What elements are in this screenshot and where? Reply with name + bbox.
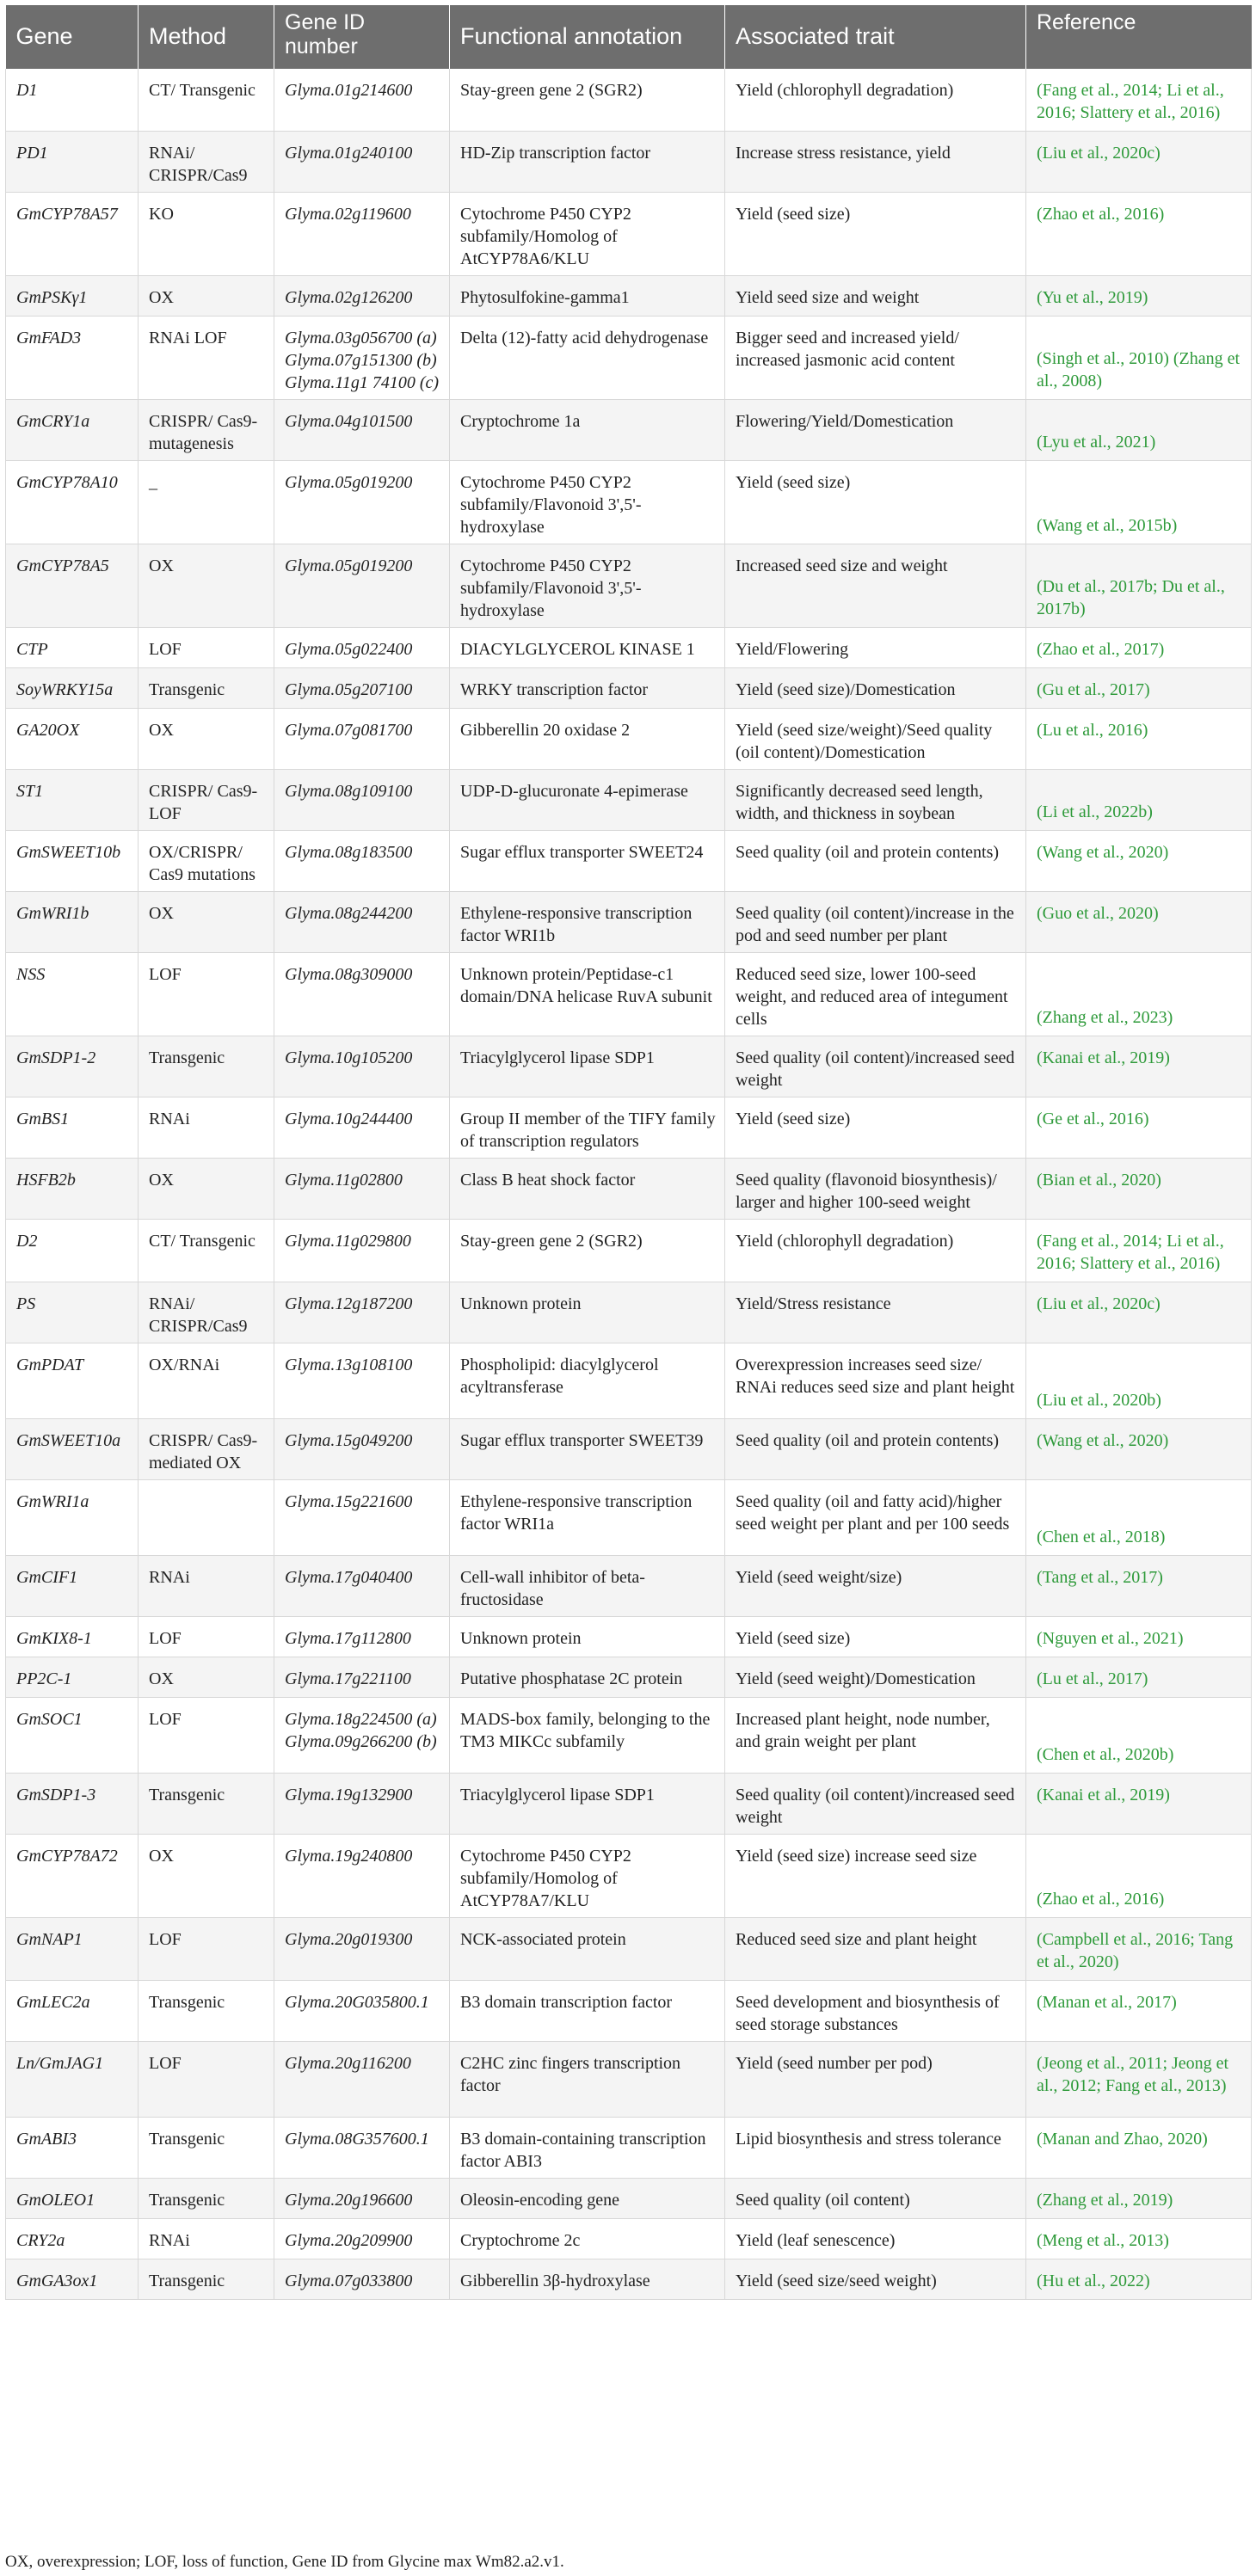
associated-trait-cell: Seed quality (oil content)/increased seed weight: [725, 1774, 1026, 1835]
gene-cell: GmCRY1a: [6, 400, 139, 461]
reference-cell[interactable]: (Li et al., 2022b): [1026, 770, 1252, 831]
header-gene-id: Gene ID number: [274, 5, 450, 69]
table-row: [6, 2118, 1252, 2179]
reference-cell[interactable]: (Meng et al., 2013): [1026, 2219, 1252, 2259]
reference-cell[interactable]: (Fang et al., 2014; Li et al., 2016; Slattery et al., 2016): [1026, 69, 1252, 132]
associated-trait-cell: Flowering/Yield/Domestication: [725, 400, 1026, 461]
gene-id-cell: Glyma.08g109100: [274, 770, 450, 831]
functional-annotation-cell: Triacylglycerol lipase SDP1: [450, 1036, 725, 1097]
gene-cell: Ln/GmJAG1: [6, 2042, 139, 2118]
gene-id-cell: Glyma.19g132900: [274, 1774, 450, 1835]
header-method: Method: [139, 5, 274, 69]
functional-annotation-cell: Unknown protein: [450, 1617, 725, 1657]
table-row: [6, 317, 1252, 400]
method-cell: RNAi: [139, 1556, 274, 1617]
table-row: [6, 2179, 1252, 2219]
gene-cell: GmSWEET10b: [6, 831, 139, 892]
gene-cell: ST1: [6, 770, 139, 831]
reference-cell[interactable]: (Lu et al., 2016): [1026, 709, 1252, 770]
associated-trait-cell: Yield (seed size/seed weight): [725, 2259, 1026, 2300]
gene-cell: GmFAD3: [6, 317, 139, 400]
table-row: [6, 892, 1252, 953]
functional-annotation-cell: Cryptochrome 1a: [450, 400, 725, 461]
table-row: [6, 668, 1252, 709]
method-cell: Transgenic: [139, 668, 274, 709]
associated-trait-cell: Lipid biosynthesis and stress tolerance: [725, 2118, 1026, 2179]
functional-annotation-cell: C2HC zinc fingers transcription factor: [450, 2042, 725, 2118]
associated-trait-cell: Yield (seed size): [725, 1097, 1026, 1159]
table-row: [6, 1282, 1252, 1343]
gene-id-cell: Glyma.01g240100: [274, 132, 450, 193]
associated-trait-cell: Yield (seed weight/size): [725, 1556, 1026, 1617]
method-cell: LOF: [139, 1698, 274, 1774]
functional-annotation-cell: NCK-associated protein: [450, 1918, 725, 1981]
functional-annotation-cell: DIACYLGLYCEROL KINASE 1: [450, 628, 725, 668]
gene-id-cell: Glyma.20G035800.1: [274, 1981, 450, 2042]
gene-id-cell: Glyma.08g183500: [274, 831, 450, 892]
gene-id-cell: Glyma.17g040400: [274, 1556, 450, 1617]
functional-annotation-cell: Ethylene-responsive transcription factor WRI1b: [450, 892, 725, 953]
method-cell: LOF: [139, 2042, 274, 2118]
associated-trait-cell: Increased plant height, node number, and grain weight per plant: [725, 1698, 1026, 1774]
functional-annotation-cell: Unknown protein: [450, 1282, 725, 1343]
table-row: [6, 1220, 1252, 1282]
reference-cell[interactable]: (Zhao et al., 2016): [1026, 1835, 1252, 1918]
header-associated-trait: Associated trait: [725, 5, 1026, 69]
method-cell: OX: [139, 276, 274, 317]
method-cell: OX: [139, 1159, 274, 1220]
functional-annotation-cell: Gibberellin 3β-hydroxylase: [450, 2259, 725, 2300]
gene-cell: NSS: [6, 953, 139, 1036]
gene-id-cell: Glyma.11g029800: [274, 1220, 450, 1282]
gene-cell: GmBS1: [6, 1097, 139, 1159]
table-row: [6, 1698, 1252, 1774]
gene-id-cell: Glyma.03g056700 (a) Glyma.07g151300 (b) Glyma.11g1 74100 (c): [274, 317, 450, 400]
table-row: [6, 2219, 1252, 2259]
functional-annotation-cell: Ethylene-responsive transcription factor WRI1a: [450, 1480, 725, 1556]
reference-cell[interactable]: (Kanai et al., 2019): [1026, 1036, 1252, 1097]
method-cell: OX: [139, 544, 274, 628]
table-header-row: [6, 5, 1252, 69]
table-row: [6, 1617, 1252, 1657]
reference-cell[interactable]: (Fang et al., 2014; Li et al., 2016; Slattery et al., 2016): [1026, 1220, 1252, 1282]
reference-cell[interactable]: (Hu et al., 2022): [1026, 2259, 1252, 2300]
table-row: [6, 1419, 1252, 1480]
functional-annotation-cell: B3 domain transcription factor: [450, 1981, 725, 2042]
method-cell: [139, 1480, 274, 1556]
table-row: [6, 544, 1252, 628]
associated-trait-cell: Yield/Stress resistance: [725, 1282, 1026, 1343]
associated-trait-cell: Significantly decreased seed length, width, and thickness in soybean: [725, 770, 1026, 831]
gene-id-cell: Glyma.05g207100: [274, 668, 450, 709]
table-row: [6, 132, 1252, 193]
functional-annotation-cell: Stay-green gene 2 (SGR2): [450, 1220, 725, 1282]
associated-trait-cell: Yield seed size and weight: [725, 276, 1026, 317]
gene-cell: GmPSKγ1: [6, 276, 139, 317]
associated-trait-cell: Yield (seed size): [725, 1617, 1026, 1657]
functional-annotation-cell: Phytosulfokine-gamma1: [450, 276, 725, 317]
gene-id-cell: Glyma.18g224500 (a) Glyma.09g266200 (b): [274, 1698, 450, 1774]
functional-annotation-cell: Cytochrome P450 CYP2 subfamily/Homolog of AtCYP78A7/KLU: [450, 1835, 725, 1918]
gene-id-cell: Glyma.10g105200: [274, 1036, 450, 1097]
associated-trait-cell: Seed quality (oil and protein contents): [725, 1419, 1026, 1480]
reference-cell[interactable]: (Bian et al., 2020): [1026, 1159, 1252, 1220]
gene-cell: GmNAP1: [6, 1918, 139, 1981]
gene-id-cell: Glyma.20g116200: [274, 2042, 450, 2118]
gene-cell: GmSDP1-2: [6, 1036, 139, 1097]
reference-cell[interactable]: (Guo et al., 2020): [1026, 892, 1252, 953]
functional-annotation-cell: UDP-D-glucuronate 4-epimerase: [450, 770, 725, 831]
associated-trait-cell: Seed quality (oil content)/increased seed weight: [725, 1036, 1026, 1097]
method-cell: Transgenic: [139, 1981, 274, 2042]
method-cell: Transgenic: [139, 2259, 274, 2300]
associated-trait-cell: Increase stress resistance, yield: [725, 132, 1026, 193]
reference-cell[interactable]: (Manan et al., 2017): [1026, 1981, 1252, 2042]
reference-cell[interactable]: (Jeong et al., 2011; Jeong et al., 2012; Fang et al., 2013): [1026, 2042, 1252, 2118]
method-cell: OX: [139, 1657, 274, 1698]
gene-id-cell: Glyma.15g049200: [274, 1419, 450, 1480]
gene-cell: GmKIX8-1: [6, 1617, 139, 1657]
gene-cell: SoyWRKY15a: [6, 668, 139, 709]
functional-annotation-cell: Cell-wall inhibitor of beta-fructosidase: [450, 1556, 725, 1617]
gene-id-cell: Glyma.05g019200: [274, 544, 450, 628]
reference-cell[interactable]: (Chen et al., 2018): [1026, 1480, 1252, 1556]
functional-annotation-cell: Putative phosphatase 2C protein: [450, 1657, 725, 1698]
method-cell: LOF: [139, 1918, 274, 1981]
reference-cell[interactable]: (Nguyen et al., 2021): [1026, 1617, 1252, 1657]
functional-annotation-cell: B3 domain-containing transcription factor ABI3: [450, 2118, 725, 2179]
method-cell: CT/ Transgenic: [139, 69, 274, 132]
gene-id-cell: Glyma.13g108100: [274, 1343, 450, 1419]
reference-cell[interactable]: (Ge et al., 2016): [1026, 1097, 1252, 1159]
gene-id-cell: Glyma.02g119600: [274, 193, 450, 276]
method-cell: CRISPR/ Cas9-mediated OX: [139, 1419, 274, 1480]
associated-trait-cell: Yield (chlorophyll degradation): [725, 1220, 1026, 1282]
associated-trait-cell: Overexpression increases seed size/ RNAi reduces seed size and plant height: [725, 1343, 1026, 1419]
table-row: [6, 2259, 1252, 2300]
gene-id-cell: Glyma.05g022400: [274, 628, 450, 668]
gene-id-cell: Glyma.02g126200: [274, 276, 450, 317]
table-row: [6, 2042, 1252, 2118]
method-cell: OX: [139, 892, 274, 953]
associated-trait-cell: Seed quality (oil and fatty acid)/higher seed weight per plant and per 100 seeds: [725, 1480, 1026, 1556]
method-cell: OX: [139, 1835, 274, 1918]
gene-id-cell: Glyma.08g309000: [274, 953, 450, 1036]
method-cell: Transgenic: [139, 2118, 274, 2179]
gene-cell: GmCYP78A57: [6, 193, 139, 276]
reference-cell[interactable]: (Du et al., 2017b; Du et al., 2017b): [1026, 544, 1252, 628]
reference-cell[interactable]: (Manan and Zhao, 2020): [1026, 2118, 1252, 2179]
table-row: [6, 69, 1252, 132]
associated-trait-cell: Seed quality (oil content): [725, 2179, 1026, 2219]
method-cell: RNAi/ CRISPR/Cas9: [139, 1282, 274, 1343]
associated-trait-cell: Yield (seed size): [725, 193, 1026, 276]
table-row: [6, 1918, 1252, 1981]
associated-trait-cell: Yield/Flowering: [725, 628, 1026, 668]
gene-id-cell: Glyma.04g101500: [274, 400, 450, 461]
gene-cell: GmWRI1a: [6, 1480, 139, 1556]
associated-trait-cell: Reduced seed size, lower 100-seed weight, and reduced area of integument cells: [725, 953, 1026, 1036]
gene-id-cell: Glyma.08g244200: [274, 892, 450, 953]
gene-cell: PD1: [6, 132, 139, 193]
gene-id-cell: Glyma.20g019300: [274, 1918, 450, 1981]
gene-cell: GmSWEET10a: [6, 1419, 139, 1480]
associated-trait-cell: Yield (seed size)/Domestication: [725, 668, 1026, 709]
gene-cell: GmCYP78A5: [6, 544, 139, 628]
reference-cell[interactable]: (Singh et al., 2010) (Zhang et al., 2008): [1026, 317, 1252, 400]
reference-cell[interactable]: (Gu et al., 2017): [1026, 668, 1252, 709]
reference-cell[interactable]: (Lyu et al., 2021): [1026, 400, 1252, 461]
gene-id-cell: Glyma.15g221600: [274, 1480, 450, 1556]
gene-cell: GmABI3: [6, 2118, 139, 2179]
reference-cell[interactable]: (Zhang et al., 2023): [1026, 953, 1252, 1036]
method-cell: KO: [139, 193, 274, 276]
method-cell: Transgenic: [139, 1036, 274, 1097]
gene-id-cell: Glyma.20g209900: [274, 2219, 450, 2259]
gene-id-cell: Glyma.07g033800: [274, 2259, 450, 2300]
gene-cell: GmSDP1-3: [6, 1774, 139, 1835]
associated-trait-cell: Seed quality (oil content)/increase in the pod and seed number per plant: [725, 892, 1026, 953]
gene-id-cell: Glyma.08G357600.1: [274, 2118, 450, 2179]
functional-annotation-cell: HD-Zip transcription factor: [450, 132, 725, 193]
functional-annotation-cell: Group II member of the TIFY family of transcription regulators: [450, 1097, 725, 1159]
table-row: [6, 628, 1252, 668]
reference-cell[interactable]: (Liu et al., 2020c): [1026, 1282, 1252, 1343]
reference-cell[interactable]: (Kanai et al., 2019): [1026, 1774, 1252, 1835]
table-row: [6, 276, 1252, 317]
gene-cell: GmOLEO1: [6, 2179, 139, 2219]
method-cell: OX: [139, 709, 274, 770]
reference-cell[interactable]: (Wang et al., 2020): [1026, 831, 1252, 892]
gene-id-cell: Glyma.20g196600: [274, 2179, 450, 2219]
table-row: [6, 1774, 1252, 1835]
reference-cell[interactable]: (Tang et al., 2017): [1026, 1556, 1252, 1617]
gene-id-cell: Glyma.05g019200: [274, 461, 450, 544]
method-cell: _: [139, 461, 274, 544]
associated-trait-cell: Yield (seed size) increase seed size: [725, 1835, 1026, 1918]
functional-annotation-cell: Sugar efflux transporter SWEET39: [450, 1419, 725, 1480]
method-cell: RNAi/ CRISPR/Cas9: [139, 132, 274, 193]
reference-cell[interactable]: (Liu et al., 2020c): [1026, 132, 1252, 193]
table-row: [6, 193, 1252, 276]
associated-trait-cell: Reduced seed size and plant height: [725, 1918, 1026, 1981]
method-cell: Transgenic: [139, 2179, 274, 2219]
gene-id-cell: Glyma.11g02800: [274, 1159, 450, 1220]
functional-annotation-cell: Cryptochrome 2c: [450, 2219, 725, 2259]
table-row: [6, 1556, 1252, 1617]
reference-cell[interactable]: (Wang et al., 2015b): [1026, 461, 1252, 544]
table-row: [6, 1097, 1252, 1159]
header-functional-annotation: Functional annotation: [450, 5, 725, 69]
gene-cell: D2: [6, 1220, 139, 1282]
gene-table: [5, 5, 1252, 2300]
table-row: [6, 1981, 1252, 2042]
functional-annotation-cell: MADS-box family, belonging to the TM3 MIKCc subfamily: [450, 1698, 725, 1774]
associated-trait-cell: Seed quality (oil and protein contents): [725, 831, 1026, 892]
gene-cell: GmGA3ox1: [6, 2259, 139, 2300]
associated-trait-cell: Seed quality (flavonoid biosynthesis)/ larger and higher 100-seed weight: [725, 1159, 1026, 1220]
gene-id-cell: Glyma.12g187200: [274, 1282, 450, 1343]
functional-annotation-cell: Unknown protein/Peptidase-c1 domain/DNA helicase RuvA subunit: [450, 953, 725, 1036]
table-row: [6, 461, 1252, 544]
method-cell: LOF: [139, 628, 274, 668]
method-cell: RNAi LOF: [139, 317, 274, 400]
functional-annotation-cell: Phospholipid: diacylglycerol acyltransferase: [450, 1343, 725, 1419]
associated-trait-cell: Yield (seed size): [725, 461, 1026, 544]
gene-cell: HSFB2b: [6, 1159, 139, 1220]
gene-cell: GmWRI1b: [6, 892, 139, 953]
associated-trait-cell: Yield (leaf senescence): [725, 2219, 1026, 2259]
gene-cell: GmCYP78A10: [6, 461, 139, 544]
functional-annotation-cell: Cytochrome P450 CYP2 subfamily/Flavonoid 3',5'-hydroxylase: [450, 461, 725, 544]
method-cell: CRISPR/ Cas9-mutagenesis: [139, 400, 274, 461]
reference-cell[interactable]: (Zhao et al., 2016): [1026, 193, 1252, 276]
functional-annotation-cell: Cytochrome P450 CYP2 subfamily/Homolog of AtCYP78A6/KLU: [450, 193, 725, 276]
associated-trait-cell: Yield (seed weight)/Domestication: [725, 1657, 1026, 1698]
method-cell: LOF: [139, 1617, 274, 1657]
table-row: [6, 1036, 1252, 1097]
gene-cell: D1: [6, 69, 139, 132]
associated-trait-cell: Increased seed size and weight: [725, 544, 1026, 628]
table-row: [6, 1343, 1252, 1419]
gene-id-cell: Glyma.07g081700: [274, 709, 450, 770]
table-row: [6, 831, 1252, 892]
gene-cell: CTP: [6, 628, 139, 668]
table-row: [6, 770, 1252, 831]
method-cell: CT/ Transgenic: [139, 1220, 274, 1282]
table-row: [6, 1657, 1252, 1698]
table-row: [6, 400, 1252, 461]
gene-cell: GA20OX: [6, 709, 139, 770]
functional-annotation-cell: Triacylglycerol lipase SDP1: [450, 1774, 725, 1835]
associated-trait-cell: Yield (seed number per pod): [725, 2042, 1026, 2118]
functional-annotation-cell: Oleosin-encoding gene: [450, 2179, 725, 2219]
gene-cell: PS: [6, 1282, 139, 1343]
gene-id-cell: Glyma.10g244400: [274, 1097, 450, 1159]
header-reference: Reference: [1037, 10, 1136, 34]
reference-cell[interactable]: (Wang et al., 2020): [1026, 1419, 1252, 1480]
gene-cell: CRY2a: [6, 2219, 139, 2259]
gene-id-cell: Glyma.19g240800: [274, 1835, 450, 1918]
reference-cell[interactable]: (Yu et al., 2019): [1026, 276, 1252, 317]
table-row: [6, 1159, 1252, 1220]
reference-cell[interactable]: (Liu et al., 2020b): [1026, 1343, 1252, 1419]
table-row: [6, 953, 1252, 1036]
gene-id-cell: Glyma.17g221100: [274, 1657, 450, 1698]
associated-trait-cell: Seed development and biosynthesis of seed storage substances: [725, 1981, 1026, 2042]
gene-cell: PP2C-1: [6, 1657, 139, 1698]
header-gene: Gene: [6, 5, 139, 69]
gene-cell: GmPDAT: [6, 1343, 139, 1419]
associated-trait-cell: Yield (chlorophyll degradation): [725, 69, 1026, 132]
method-cell: CRISPR/ Cas9-LOF: [139, 770, 274, 831]
table-row: [6, 1480, 1252, 1556]
table-body: [6, 69, 1252, 2300]
functional-annotation-cell: WRKY transcription factor: [450, 668, 725, 709]
gene-id-cell: Glyma.17g112800: [274, 1617, 450, 1657]
reference-cell[interactable]: (Campbell et al., 2016; Tang et al., 2020): [1026, 1918, 1252, 1981]
associated-trait-cell: Bigger seed and increased yield/ increased jasmonic acid content: [725, 317, 1026, 400]
table-footnote: OX, overexpression; LOF, loss of function, Gene ID from Glycine max Wm82.a2.v1.: [5, 2553, 564, 2571]
method-cell: OX/RNAi: [139, 1343, 274, 1419]
associated-trait-cell: Yield (seed size/weight)/Seed quality (oil content)/Domestication: [725, 709, 1026, 770]
table-row: [6, 709, 1252, 770]
gene-cell: GmCYP78A72: [6, 1835, 139, 1918]
functional-annotation-cell: Class B heat shock factor: [450, 1159, 725, 1220]
functional-annotation-cell: Delta (12)-fatty acid dehydrogenase: [450, 317, 725, 400]
functional-annotation-cell: Stay-green gene 2 (SGR2): [450, 69, 725, 132]
gene-id-cell: Glyma.01g214600: [274, 69, 450, 132]
reference-cell[interactable]: (Zhang et al., 2019): [1026, 2179, 1252, 2219]
method-cell: Transgenic: [139, 1774, 274, 1835]
method-cell: OX/CRISPR/ Cas9 mutations: [139, 831, 274, 892]
method-cell: RNAi: [139, 1097, 274, 1159]
reference-cell[interactable]: (Lu et al., 2017): [1026, 1657, 1252, 1698]
method-cell: RNAi: [139, 2219, 274, 2259]
functional-annotation-cell: Gibberellin 20 oxidase 2: [450, 709, 725, 770]
method-cell: LOF: [139, 953, 274, 1036]
gene-cell: GmSOC1: [6, 1698, 139, 1774]
reference-cell[interactable]: (Zhao et al., 2017): [1026, 628, 1252, 668]
functional-annotation-cell: Sugar efflux transporter SWEET24: [450, 831, 725, 892]
gene-cell: GmCIF1: [6, 1556, 139, 1617]
table-row: [6, 1835, 1252, 1918]
reference-cell[interactable]: (Chen et al., 2020b): [1026, 1698, 1252, 1774]
functional-annotation-cell: Cytochrome P450 CYP2 subfamily/Flavonoid 3',5'-hydroxylase: [450, 544, 725, 628]
gene-cell: GmLEC2a: [6, 1981, 139, 2042]
